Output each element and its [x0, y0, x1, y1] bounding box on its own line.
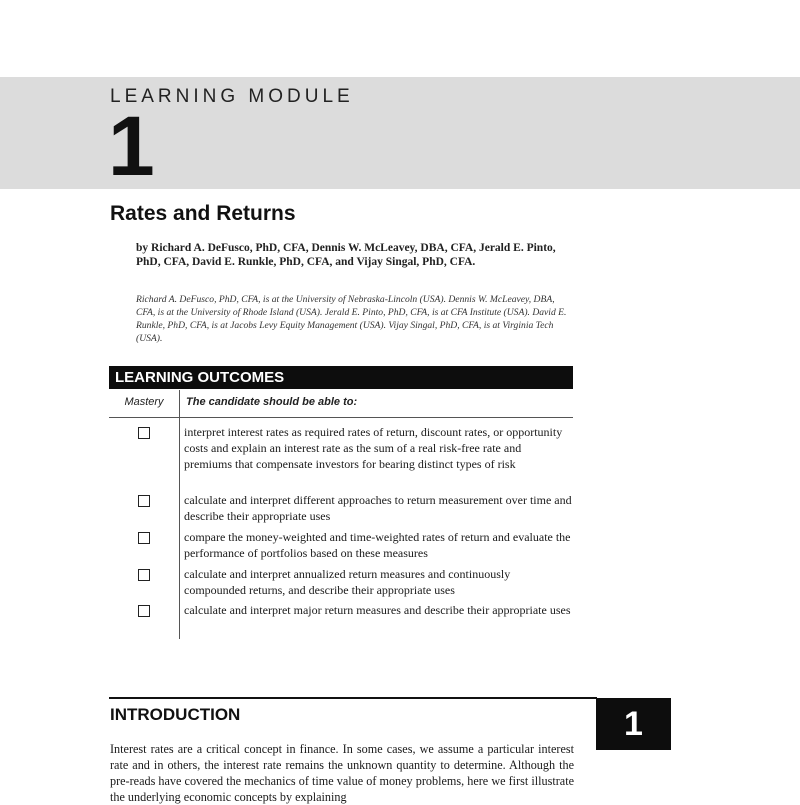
- learning-outcomes-header: LEARNING OUTCOMES: [109, 366, 573, 389]
- module-number: 1: [108, 99, 155, 193]
- learning-outcome-item: calculate and interpret major return measures and describe their appropriate uses: [184, 603, 571, 617]
- learning-outcome-item: compare the money-weighted and time-weighted rates of return and evaluate the performance of portfolios based on these measures: [184, 530, 571, 560]
- author-affiliations: Richard A. DeFusco, PhD, CFA, is at the University of Nebraska-Lincoln (USA). Dennis W. McLeavey, DBA, CFA, is at the University of Rhode Island (USA). Jerald E. Pinto, PhD, CFA, is at CFA Institute (USA). David E. Runkle, PhD, CFA, is at Jacobs Levy Equity Management (USA). Vijay Singal, PhD, CFA, is at Virginia Tech (USA).: [136, 294, 567, 344]
- section-number-badge: 1: [596, 698, 671, 750]
- mastery-checkbox[interactable]: [138, 532, 150, 544]
- introduction-paragraph: Interest rates are a critical concept in finance. In some cases, we assume a particular interest rate and in others, the interest rate remains the unknown quantity to determine. Although the pre-reads have covered the mechanics of time value of money problems, here we first illustrate the underlying economic concepts by explaining: [110, 742, 574, 804]
- section-title: INTRODUCTION: [110, 705, 241, 724]
- candidate-column-header: The candidate should be able to:: [186, 396, 358, 408]
- mastery-checkbox[interactable]: [138, 569, 150, 581]
- section-divider: [109, 697, 597, 699]
- mastery-checkbox[interactable]: [138, 427, 150, 439]
- mastery-checkbox[interactable]: [138, 605, 150, 617]
- table-column-divider: [179, 390, 180, 639]
- mastery-checkbox[interactable]: [138, 495, 150, 507]
- page-title: Rates and Returns: [110, 202, 296, 225]
- module-label: LEARNING MODULE: [110, 86, 354, 107]
- mastery-column-header: Mastery: [124, 396, 164, 408]
- learning-outcome-item: interpret interest rates as required rates of return, discount rates, or opportunity costs and explain an interest rate as the sum of a real risk-free rate and premiums that compensate investors for bearing distinct types of risk: [184, 425, 563, 471]
- learning-outcome-item: calculate and interpret annualized return measures and continuously compounded returns, and describe their appropriate uses: [184, 567, 511, 597]
- learning-outcome-item: calculate and interpret different approaches to return measurement over time and describe their appropriate uses: [184, 493, 572, 523]
- authors-line: by Richard A. DeFusco, PhD, CFA, Dennis W. McLeavey, DBA, CFA, Jerald E. Pinto, PhD, CFA, David E. Runkle, PhD, CFA, and Vijay Singal, PhD, CFA.: [136, 242, 556, 268]
